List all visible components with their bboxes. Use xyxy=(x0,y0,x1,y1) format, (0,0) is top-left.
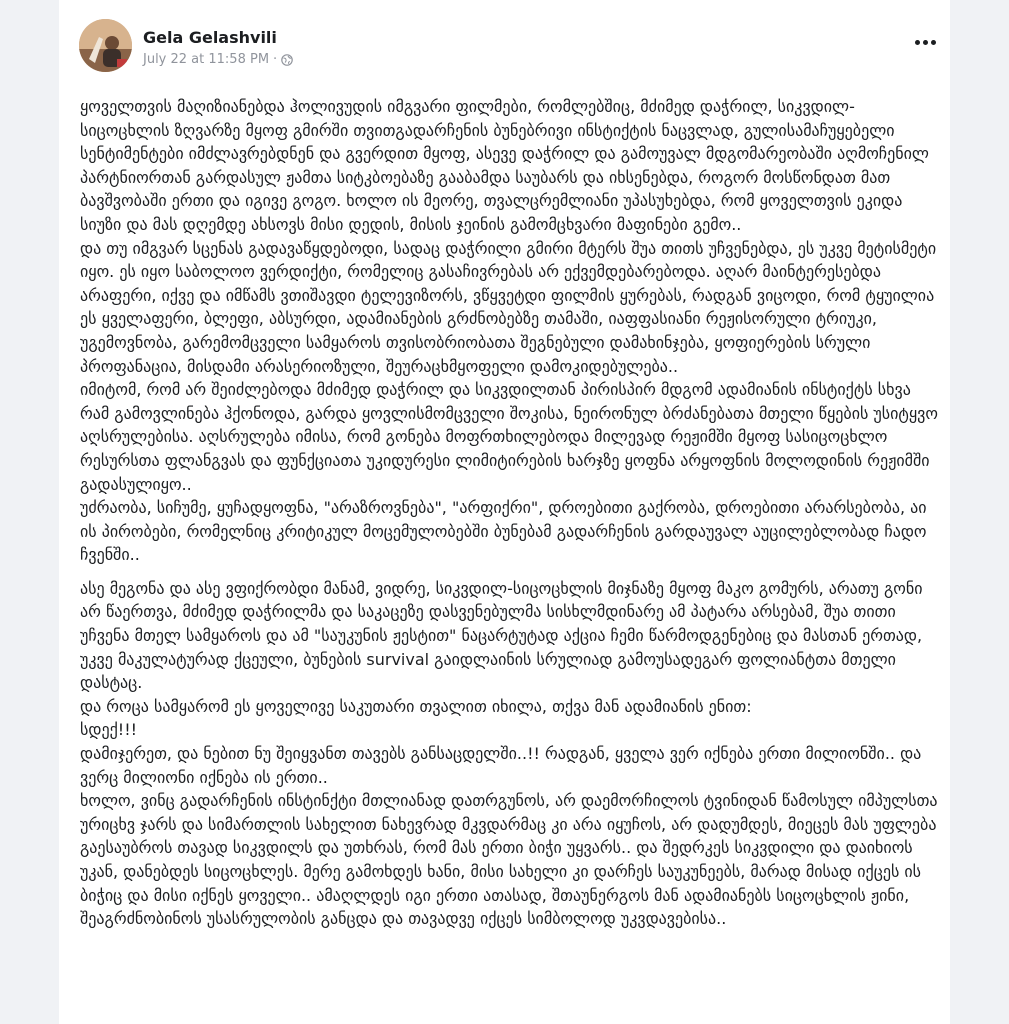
more-dot xyxy=(923,40,928,45)
author-name[interactable]: Gela Gelashvili xyxy=(143,28,277,47)
post-card xyxy=(59,0,950,1024)
post-timestamp[interactable]: July 22 at 11:58 PM xyxy=(143,52,270,67)
post-text xyxy=(80,95,940,931)
author-avatar[interactable] xyxy=(79,19,132,72)
more-horizontal-icon xyxy=(915,40,920,45)
post-paragraph: ყოველთვის მაღიზიანებდა ჰოლივუდის იმგვარი ფილმები, რომლებშიც, მძიმედ დაჭრილ, სიკვდილ-სიცოცხლის ზღვარზე მყოფ გმირში თვითგადარჩენის ბუნებრივი ინსტიქტის ნაცვლად, გულისამაჩუყებელი სენტიმენტები იმძლავრებდნენ და გვერდით მყოფ, ასევე დაჭრილ და გამოუვალ მდგომარეობაში აღმოჩენილ პარტნიორთან გარდასულ ჟამთა სიტკბოებაზე გააბამდა საუბარს და იხსენებდა, როგორ მოსწონდათ მათ ბავშვობაში ერთი და იგივე გოგო. ხოლო ის მეორე, თვალცრემლიანი უპასუხებდა, რომ ყოველთვის ეკიდა სიუზი და მას დღემდე ახსოვს მისი დედის, მისის ჯეინის გამომცხვარი მაფინები გემო.. და თუ იმგვარ სცენას გადავაწყდებოდი, სადაც დაჭრილი გმირი მტერს შუა თითს უჩვენებდა, ეს უკვე მეტისმეტი იყო. ეს იყო საბოლოო ვერდიქტი, რომელიც გასაჩივრებას არ ექვემდებარებოდა. აღარ მაინტერესებდა არაფერი, იქვე და იმწამს ვთიშავდი ტელევიზორს, ვწყვეტდი ფილმის ყურებას, რადგან ვიცოდი, რომ ტყუილია ეს ყველაფერი, ბლეფი, აბსურდი, ადამიანების გრძნობებზე თამაში, იაფფასიანი რეჟისორული ტრიუკი, უგემოვნობა, გარემომცველი სამყაროს თვისობრიობათა შეგნებული დამახინჯება, ყოფიერების სრული პროფანაცია, მისდამი არასერიოზული, შეურაცხმყოფელი დამოკიდებულება.. იმიტომ, რომ არ შეიძლებოდა მძიმედ დაჭრილ და სიკვდილთან პირისპირ მდგომ ადამიანის ინსტიქტს სხვა რამ გამოვლინება ჰქონოდა, გარდა ყოვლისმომცველი შოკისა, ნეირონულ ბრძანებათა მთელი წყების უსიტყვო აღსრულებისა. აღსრულება იმისა, რომ გონება მოფრთხილებოდა მილევად რეჟიმში მყოფ სასიცოცხლო რესურსთა ფლანგვას და ფუნქციათა უკიდურესი ლიმიტირების ხარჯზე ყოფნა არყოფნის მოლოდინის რეჟიმში გადასულიყო.. უძრაობა, სიჩუმე, ყუჩადყოფნა, "არაზროვნება", "არფიქრი", დროებითი გაქრობა, დროებითი არარსებობა, აი ის პირობები, რომელნიც კრიტიკულ მოცემულობებში ბუნებამ გადარჩენის გარდაუვალ აუცილებლობად ჩადო ჩვენში.. xyxy=(80,97,938,565)
post-options-button[interactable] xyxy=(910,30,940,54)
post-meta xyxy=(143,51,293,69)
globe-icon[interactable] xyxy=(281,54,293,66)
more-dot xyxy=(931,40,936,45)
post-paragraph: ასე მეგონა და ასე ვფიქრობდი მანამ, ვიდრე, სიკვდილ-სიცოცხლის მიჯნაზე მყოფ მაკო გომურს, არათუ გონი არ წაერთვა, მძიმედ დაჭრილმა და საკაცეზე დასვენებულმა სისხლმდინარე ამ პატარა არსებამ, შუა თითი უჩვენა მთელ სამყაროს და ამ "საუკუნის ჟესტით" ნაცარტუტად აქცია ჩემი წარმოდგენებიც და მასთან ერთად, უკვე მაკულატურად ქცეული, ბუნების survival გაიდლაინის სრულიად გამოუსადეგარ ფოლიანტთა მთელი დასტაც. და როცა სამყარომ ეს ყოველივე საკუთარი თვალით იხილა, თქვა მან ადამიანის ენით: სდექ!!! დამიჯერეთ, და ნებით ნუ შეიყვანთ თავებს განსაცდელში..!! რადგან, ყველა ვერ იქნება ერთი მილიონში.. და ვერც მილიონი იქნება ის ერთი.. ხოლო, ვინც გადარჩენის ინსტინქტი მთლიანად დათრგუნოს, არ დაემორჩილოს ტვინიდან წამოსულ იმპულსთა ურიცხვ ჯარს და სიმართლის სახელით ნახევრად მკვდარმაც კი არა იყუჩოს, არ დადუმდეს, მიეცეს მას უფლება გაესაუბროს თავად სიკვდილს და უთხრას, რომ მას ერთი ბიჭი უყვარს.. და შედრკეს სიკვდილი და დაიხიოს უკან, დანებდეს სიცოცხლეს. მერე გამოხდეს ხანი, მისი სახელი კი დარჩეს საუკუნეებს, მარად მისად იქცეს ის ბიჭიც და მისი იქნეს ყოველი.. ამაღლდეს იგი ერთი ათასად, შთაუნერგოს მან ადამიანებს სიცოცხლის ჟინი, შეაგრძნობინოს უსასრულობის განცდა და თავადვე იქცეს სიმბოლოდ უკვდავებისა.. xyxy=(80,578,938,929)
avatar-photo-icon xyxy=(79,19,132,72)
meta-separator: · xyxy=(273,52,278,67)
